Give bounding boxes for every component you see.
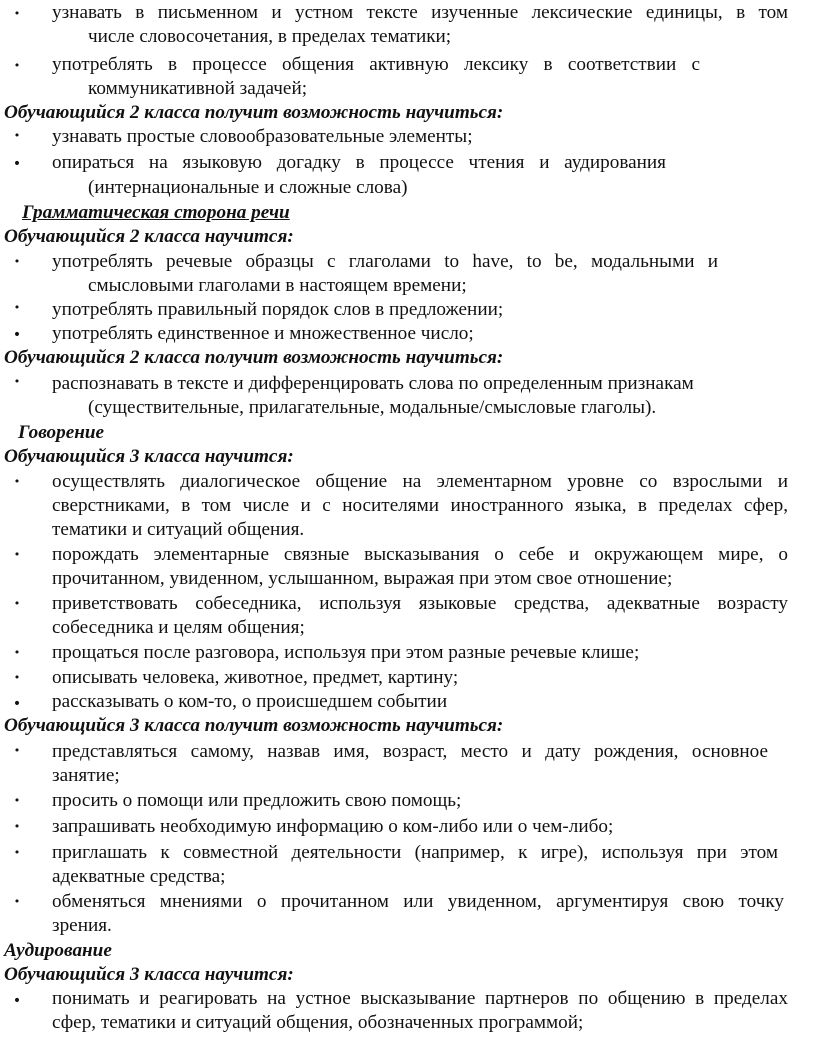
list-item-text: сверстниками, в том числе и с носителями иностранного языка, в пределах сфер, xyxy=(52,495,788,516)
list-item-text: употреблять речевые образцы с глаголами to have, to be, модальными и xyxy=(52,251,718,272)
section-heading: Обучающийся 2 класса получит возможность научиться: xyxy=(4,347,504,368)
list-item-text: представляться самому, назвав имя, возраст, место и дату рождения, основное xyxy=(52,741,768,762)
list-item-text: узнавать простые словообразовательные элементы; xyxy=(52,126,473,147)
bullet-icon: • xyxy=(13,820,21,833)
list-item-text: описывать человека, животное, предмет, картину; xyxy=(52,667,459,688)
bullet-icon: • xyxy=(13,7,21,20)
bullet-icon: • xyxy=(13,646,21,659)
section-heading: Обучающийся 3 класса получит возможность научиться: xyxy=(4,715,504,736)
bullet-icon: • xyxy=(13,129,21,142)
list-item-text: обменяться мнениями о прочитанном или увиденном, аргументируя свою точку xyxy=(52,891,784,912)
list-item-text: зрения. xyxy=(52,915,112,936)
bullet-icon: • xyxy=(13,794,21,807)
section-heading: Обучающийся 2 класса научится: xyxy=(4,226,294,247)
list-item-text: осуществлять диалогическое общение на элементарном уровне со взрослыми и xyxy=(52,471,788,492)
list-item-text: приглашать к совместной деятельности (например, к игре), используя при этом xyxy=(52,842,778,863)
bullet-icon: • xyxy=(13,744,21,757)
list-item-text: порождать элементарные связные высказывания о себе и окружающем мире, о xyxy=(52,544,788,565)
list-item-text: (интернациональные и сложные слова) xyxy=(88,177,408,198)
bullet-icon: • xyxy=(13,895,21,908)
list-item-text: запрашивать необходимую информацию о ком-либо или о чем-либо; xyxy=(52,816,614,837)
list-item-text: (существительные, прилагательные, модальные/смысловые глаголы). xyxy=(88,397,657,418)
section-title: Грамматическая сторона речи xyxy=(22,202,290,223)
bullet-icon: • xyxy=(13,846,21,859)
section-heading: Обучающийся 3 класса научится: xyxy=(4,964,294,985)
list-item-text: приветствовать собеседника, используя языковые средства, адекватные возрасту xyxy=(52,593,788,614)
section-heading: Обучающийся 2 класса получит возможность научиться: xyxy=(4,102,504,123)
bullet-icon: • xyxy=(13,255,21,268)
bullet-icon: • xyxy=(13,375,21,388)
list-item-text: смысловыми глаголами в настоящем времени; xyxy=(88,275,467,296)
list-item-text: тематики и ситуаций общения. xyxy=(52,519,305,540)
section-title: Говорение xyxy=(18,422,105,443)
bullet-icon: • xyxy=(12,993,22,1009)
list-item-text: распознавать в тексте и дифференцировать слова по определенным признакам xyxy=(52,373,694,394)
section-heading: Обучающийся 3 класса научится: xyxy=(4,446,294,467)
list-item-text: сфер, тематики и ситуаций общения, обозначенных программой; xyxy=(52,1012,584,1033)
bullet-icon: • xyxy=(13,597,21,610)
bullet-icon: • xyxy=(13,301,21,314)
bullet-icon: • xyxy=(13,548,21,561)
bullet-icon: • xyxy=(12,696,22,712)
list-item-text: коммуникативной задачей; xyxy=(88,78,308,99)
bullet-icon: • xyxy=(13,671,21,684)
list-item-text: занятие; xyxy=(52,765,120,786)
list-item-text: употреблять единственное и множественное число; xyxy=(52,323,474,344)
bullet-icon: • xyxy=(13,475,21,488)
list-item-text: просить о помощи или предложить свою помощь; xyxy=(52,790,462,811)
list-item-text: адекватные средства; xyxy=(52,866,226,887)
bullet-icon: • xyxy=(12,327,22,343)
list-item-text: употреблять правильный порядок слов в предложении; xyxy=(52,299,504,320)
list-item-text: собеседника и целям общения; xyxy=(52,617,305,638)
list-item-text: прощаться после разговора, используя при этом разные речевые клише; xyxy=(52,642,640,663)
list-item-text: прочитанном, увиденном, услышанном, выражая при этом свое отношение; xyxy=(52,568,673,589)
list-item-text: употреблять в процессе общения активную лексику в соответствии с xyxy=(52,54,700,75)
list-item-text: числе словосочетания, в пределах тематики; xyxy=(88,26,452,47)
list-item-text: понимать и реагировать на устное высказывание партнеров по общению в пределах xyxy=(52,988,788,1009)
list-item-text: узнавать в письменном и устном тексте изученные лексические единицы, в том xyxy=(52,2,788,23)
bullet-icon: • xyxy=(12,156,22,172)
list-item-text: опираться на языковую догадку в процессе чтения и аудирования xyxy=(52,152,666,173)
section-title: Аудирование xyxy=(4,940,112,961)
list-item-text: рассказывать о ком-то, о происшедшем событии xyxy=(52,691,448,712)
bullet-icon: • xyxy=(13,59,21,72)
